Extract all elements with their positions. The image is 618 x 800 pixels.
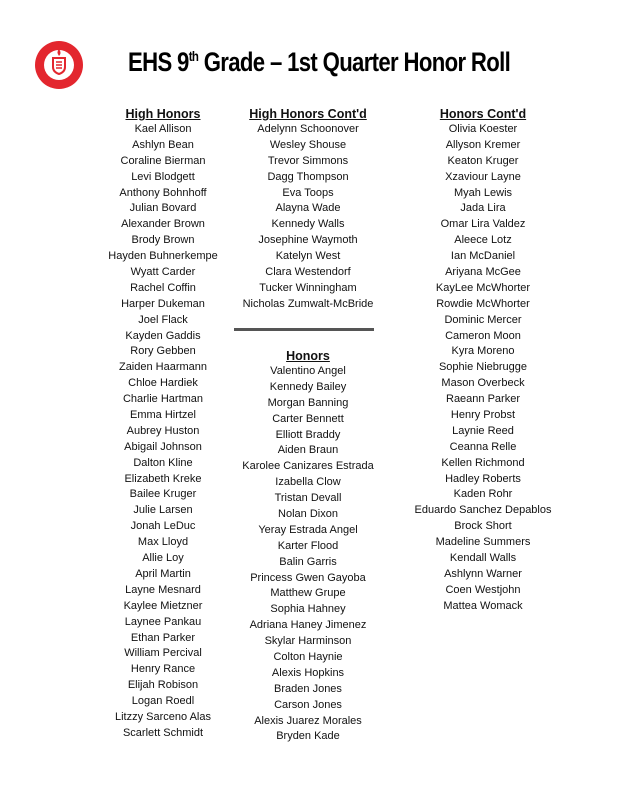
student-name: Aleece Lotz [454, 234, 512, 247]
student-name: Henry Rance [130, 663, 196, 676]
student-name: Rory Gebben [130, 345, 196, 358]
student-name: Emma Hirtzel [129, 409, 196, 422]
student-name: Anthony Bohnhoff [119, 186, 207, 199]
student-name: Allyson Kremer [445, 138, 521, 151]
student-name: Colton Haynie [273, 651, 343, 664]
student-name: Elliott Braddy [275, 428, 341, 441]
student-name: Raeann Parker [446, 393, 520, 406]
student-name: Clara Westendorf [265, 266, 351, 279]
column-heading: Honors [286, 349, 330, 363]
student-name: Julie Larsen [133, 504, 193, 517]
student-name: Jonah LeDuc [130, 520, 196, 533]
student-name: Rowdie McWhorter [436, 297, 530, 310]
student-name: Princess Gwen Gayoba [250, 571, 366, 584]
student-name: Kendall Walls [449, 552, 517, 565]
student-name: Nicholas Zumwalt-McBride [242, 297, 374, 310]
student-name: Alexander Brown [121, 218, 205, 231]
school-logo-icon [34, 40, 84, 90]
student-name: Balin Garris [279, 555, 337, 568]
student-name: Ethan Parker [130, 631, 196, 644]
student-name: Coraline Bierman [120, 154, 206, 167]
student-name: Izabella Clow [275, 476, 341, 489]
student-name: Myah Lewis [453, 186, 513, 199]
section-divider [234, 328, 374, 331]
student-name: Karolee Canizares Estrada [242, 460, 374, 473]
student-name: Ceanna Relle [449, 440, 517, 453]
student-name: Hayden Buhnerkempe [108, 250, 218, 263]
student-name: Jada Lira [460, 202, 506, 215]
student-name: Kennedy Walls [271, 218, 345, 231]
high-honors-contd-column [228, 106, 388, 313]
student-name: Yeray Estrada Angel [258, 523, 358, 536]
student-name: Eva Toops [282, 186, 334, 199]
student-name: Ian McDaniel [450, 250, 516, 263]
student-name: Alexis Hopkins [271, 666, 345, 679]
student-name: Eduardo Sanchez Depablos [414, 504, 552, 517]
student-name: Alayna Wade [275, 202, 341, 215]
student-name: Chloe Hardiek [128, 377, 198, 390]
student-name: Kayden Gaddis [125, 329, 201, 342]
student-name: Tucker Winningham [259, 281, 357, 294]
student-name: Charlie Hartman [122, 393, 204, 406]
student-name: Kaylee Mietzner [123, 599, 203, 612]
column-heading: Honors Cont'd [439, 107, 527, 121]
student-name: Scarlett Schmidt [122, 726, 204, 739]
student-name: Allie Loy [142, 552, 184, 565]
student-name: Dalton Kline [133, 456, 193, 469]
student-name: William Percival [124, 647, 202, 660]
student-name: Henry Probst [450, 409, 516, 422]
student-name: Matthew Grupe [270, 587, 346, 600]
student-name: Cameron Moon [445, 329, 521, 342]
student-name: Layne Mesnard [125, 583, 201, 596]
student-name: Adriana Haney Jimenez [249, 619, 367, 632]
student-name: Dagg Thompson [267, 170, 349, 183]
student-name: Nolan Dixon [278, 508, 338, 521]
student-name: Brody Brown [131, 234, 195, 247]
student-name: Brock Short [454, 520, 512, 533]
student-name: Kennedy Bailey [269, 380, 347, 393]
student-name: Mattea Womack [443, 599, 523, 612]
honors-column [228, 348, 388, 745]
student-name: April Martin [135, 567, 191, 580]
page-title: EHS 9th Grade – 1st Quarter Honor Roll [128, 47, 511, 77]
student-name: Harper Dukeman [121, 297, 205, 310]
student-name: KayLee McWhorter [435, 281, 531, 294]
student-name: Omar Lira Valdez [440, 218, 526, 231]
student-name: Madeline Summers [435, 536, 531, 549]
column-heading: High Honors [125, 107, 201, 121]
student-name: Xzaviour Layne [445, 170, 521, 183]
student-name: Levi Blodgett [131, 170, 195, 183]
student-name: Skylar Harminson [264, 635, 352, 648]
student-name: Ariyana McGee [445, 266, 521, 279]
student-name: Josephine Waymoth [258, 234, 358, 247]
student-name: Kael Allison [134, 123, 192, 135]
student-name: Litzzy Sarceno Alas [115, 710, 211, 723]
student-name: Sophia Hahney [270, 603, 346, 616]
student-name: Aubrey Huston [126, 424, 200, 437]
student-name: Wyatt Carder [130, 266, 196, 279]
student-name: Laynie Reed [452, 424, 514, 437]
student-name: Mason Overbeck [441, 377, 525, 390]
student-name: Dominic Mercer [444, 313, 522, 326]
honors-contd-column [398, 106, 568, 615]
student-name: Carson Jones [274, 698, 342, 711]
student-name: Keaton Kruger [447, 154, 519, 167]
student-name: Rachel Coffin [130, 281, 196, 294]
student-name: Bailee Kruger [129, 488, 197, 501]
student-name: Tristan Devall [274, 492, 342, 505]
student-name: Joel Flack [138, 313, 188, 326]
student-name: Aiden Braun [277, 444, 339, 457]
student-name: Elijah Robison [127, 679, 199, 692]
student-name: Olivia Koester [448, 123, 518, 135]
student-name: Logan Roedl [131, 695, 195, 708]
student-name: Wesley Shouse [269, 138, 347, 151]
student-name: Bryden Kade [276, 730, 340, 743]
student-name: Hadley Roberts [445, 472, 521, 485]
student-name: Coen Westjohn [445, 583, 521, 596]
student-name: Kyra Moreno [451, 345, 515, 358]
student-name: Kellen Richmond [441, 456, 525, 469]
column-heading: High Honors Cont'd [249, 107, 367, 121]
student-name: Morgan Banning [267, 396, 349, 409]
student-name: Karter Flood [277, 539, 339, 552]
student-name: Julian Bovard [129, 202, 197, 215]
student-name: Valentino Angel [270, 365, 346, 377]
student-name: Carter Bennett [272, 412, 344, 425]
student-name: Sophie Niebrugge [438, 361, 528, 374]
student-name: Zaiden Haarmann [118, 361, 208, 374]
student-name: Braden Jones [274, 682, 342, 695]
high-honors-column [78, 106, 248, 742]
student-name: Adelynn Schoonover [257, 123, 359, 135]
student-name: Elizabeth Kreke [124, 472, 202, 485]
student-name: Max Lloyd [137, 536, 189, 549]
student-name: Ashlyn Bean [132, 138, 194, 151]
student-name: Alexis Juarez Morales [254, 714, 362, 727]
student-name: Katelyn West [275, 250, 341, 263]
student-name: Kaden Rohr [453, 488, 513, 501]
student-name: Ashlynn Warner [444, 567, 522, 580]
student-name: Trevor Simmons [267, 154, 349, 167]
student-name: Laynee Pankau [124, 615, 202, 628]
student-name: Abigail Johnson [124, 440, 202, 453]
